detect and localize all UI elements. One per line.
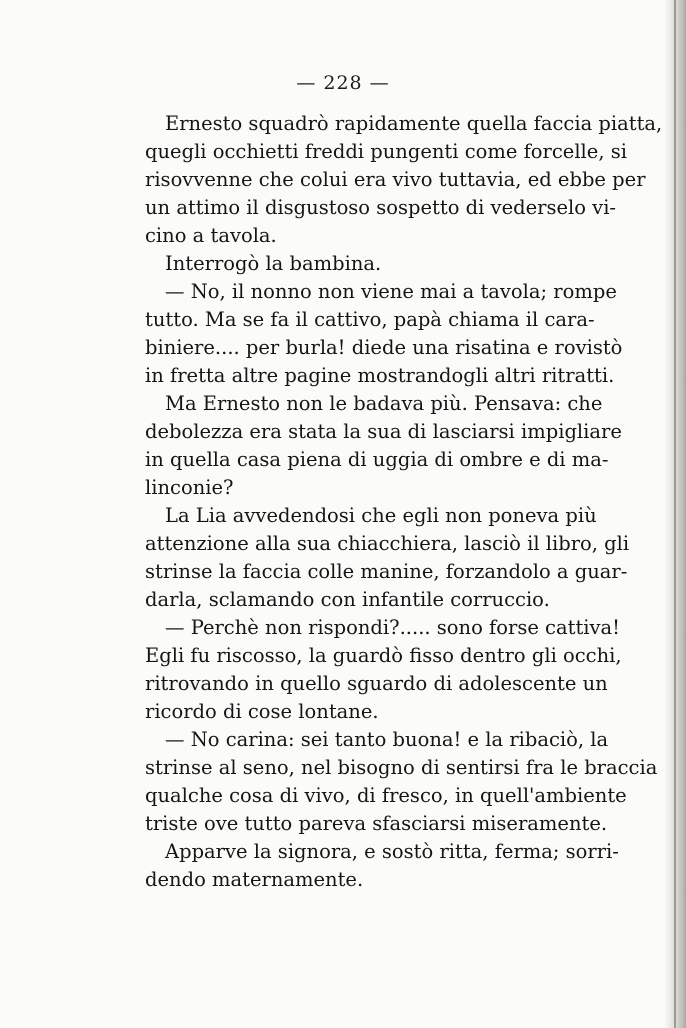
text-line: tutto. Ma se fa il cattivo, papà chiama il cara- [145, 308, 595, 331]
text-line: Ma Ernesto non le badava più. Pensava: che [165, 392, 603, 415]
text-line: cino a tavola. [145, 224, 277, 247]
text-line: triste ove tutto pareva sfasciarsi miseramente. [145, 812, 608, 835]
text-line: dendo maternamente. [145, 868, 364, 891]
text-line: ricordo di cose lontane. [145, 700, 379, 723]
text-line: — No carina: sei tanto buona! e la ribaciò, la [165, 728, 609, 751]
text-line: in fretta altre pagine mostrandogli altri ritratti. [145, 364, 615, 387]
text-line: — Perchè non rispondi?..... sono forse cattiva! [165, 616, 620, 639]
text-line: Egli fu riscosso, la guardò fisso dentro gli occhi, [145, 644, 622, 667]
text-line: Ernesto squadrò rapidamente quella faccia piatta, [165, 112, 663, 135]
text-line: La Lia avvedendosi che egli non poneva più [165, 504, 597, 527]
text-line: darla, sclamando con infantile corruccio. [145, 588, 550, 611]
text-line: Apparve la signora, e sostò ritta, ferma; sorri- [165, 840, 619, 863]
text-line: biniere.... per burla! diede una risatina e rovistò [145, 336, 623, 359]
text-line: attenzione alla sua chiacchiera, lasciò il libro, gli [145, 532, 630, 555]
text-line: quegli occhietti freddi pungenti come forcelle, si [145, 140, 627, 163]
page-edge-line [674, 0, 676, 1028]
page-number: — 228 — [296, 72, 390, 94]
text-line: in quella casa piena di uggia di ombre e di ma- [145, 448, 609, 471]
text-line: ritrovando in quello sguardo di adolescente un [145, 672, 608, 695]
text-line: debolezza era stata la sua di lasciarsi impigliare [145, 420, 622, 443]
text-line: un attimo il disgustoso sospetto di vederselo vi- [145, 196, 617, 219]
text-line: qualche cosa di vivo, di fresco, in quell'ambiente [145, 784, 627, 807]
text-line: strinse al seno, nel bisogno di sentirsi fra le braccia [145, 756, 658, 779]
text-line: — No, il nonno non viene mai a tavola; rompe [165, 280, 617, 303]
text-line: strinse la faccia colle manine, forzandolo a guar- [145, 560, 628, 583]
text-line: linconie? [145, 476, 234, 499]
text-line: risovvenne che colui era vivo tuttavia, ed ebbe per [145, 168, 646, 191]
text-line: Interrogò la bambina. [165, 252, 382, 275]
